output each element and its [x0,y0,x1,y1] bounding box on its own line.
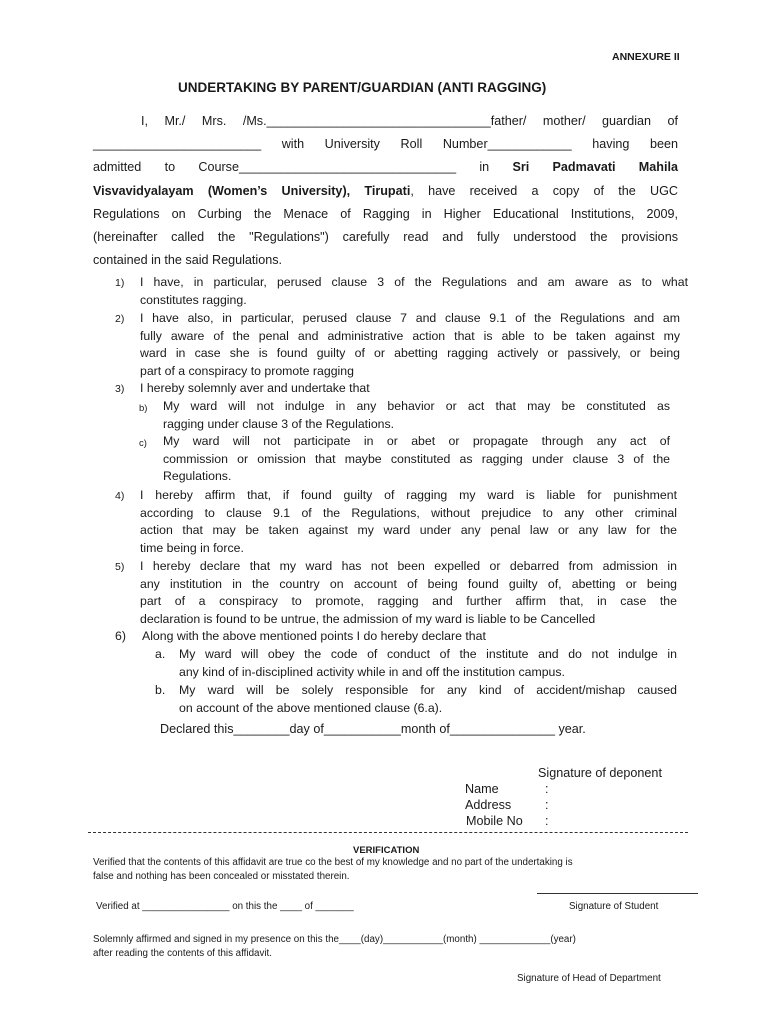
item-number: a. [155,647,166,661]
item-number: b. [155,683,166,697]
name-colon: : [545,782,549,796]
item-text: part of a conspiracy to promote ragging [140,364,354,379]
item-text: Along with the above mentioned points I do hereby declare that [142,629,486,643]
item-text: Regulations. [163,469,232,484]
item-number: 6) [115,629,126,643]
deponent-signature-label: Signature of deponent [538,766,662,780]
mobile-colon: : [545,814,549,828]
verification-title: VERIFICATION [353,845,420,856]
item-text: I have, in particular, perused clause 3 of the Regulations and am aware as to what [140,275,688,289]
intro-line: Regulations on Curbing the Menace of Ragging in Higher Educational Institutions, 2009, [93,206,678,221]
item-text: ragging under clause 3 of the Regulations. [163,416,395,431]
verification-text: false and nothing has been concealed or misstated therein. [93,871,350,882]
annexure-label: ANNEXURE II [612,51,680,63]
item-text: I hereby declare that my ward has not been expelled or debarred from admission in [140,559,677,573]
page-title: UNDERTAKING BY PARENT/GUARDIAN (ANTI RAGGING) [178,80,547,95]
signature-line [537,893,698,894]
item-text: My ward will be solely responsible for any kind of accident/mishap caused [179,683,677,697]
address-label: Address [465,798,512,812]
item-text: action that may be taken against my ward under any penal law or any law for the [140,523,677,538]
intro-paragraph [93,110,678,272]
item-text: any kind of in-disciplined activity while in and off the institution campus. [179,664,565,679]
mobile-label: Mobile No [466,814,523,828]
item-text: any institution in the country on account of being found guilty of, abetting or being [140,576,677,591]
item-number: c) [139,438,147,449]
item-text: ward in case she is found guilty of or abetting ragging actively or passively, or being [140,346,680,361]
verified-at-line: Verified at ________________ on this the ____ of _______ [96,901,354,912]
divider [88,832,688,833]
item-text: My ward will not indulge in any behavior or act that may be constituted as [163,399,670,413]
item-text: I have also, in particular, perused clause 7 and clause 9.1 of the Regulations and am [140,311,680,325]
intro-line: contained in the said Regulations. [93,253,283,268]
hod-signature-label: Signature of Head of Department [517,973,661,984]
item-number: 2) [115,313,125,325]
item-text: according to clause 9.1 of the Regulations, without prejudice to any other criminal [140,505,677,520]
item-number: 1) [115,277,125,289]
university-name: Visvavidyalayam (Women’s University), Tirupati [93,183,411,198]
item-number: 4) [115,490,125,502]
item-number: 5) [115,561,125,573]
address-colon: : [545,798,549,812]
item-text: constitutes ragging. [140,292,247,307]
intro-line: ________________________ with University Roll Number____________ having been [93,137,678,152]
intro-text: admitted to Course_______________________________ in [93,160,490,175]
item-text: My ward will not participate in or abet or propagate through any act of [163,434,670,448]
item-text: on account of the above mentioned clause (6.a). [179,700,443,715]
item-text: declaration is found to be untrue, the admission of my ward is liable to be Cancelled [140,612,596,627]
affirmation-text: after reading the contents of this affidavit. [93,948,272,959]
item-text: part of a conspiracy to promote, ragging and further affirm that, in case the [140,594,677,609]
student-signature-label: Signature of Student [569,901,659,912]
intro-line [93,180,678,203]
intro-line: (hereinafter called the "Regulations") carefully read and fully understood the provisions [93,229,678,244]
intro-text: , have received a copy of the UGC [410,183,678,198]
university-name: Sri Padmavati Mahila [512,160,678,175]
item-number: b) [139,403,148,414]
item-text: time being in force. [140,541,244,556]
verification-text: Verified that the contents of this affidavit are true co the best of my knowledge and no part of the undertaking is [93,857,573,868]
item-number: 3) [115,383,125,395]
intro-line: I, Mr./ Mrs. /Ms.________________________________father/ mother/ guardian of [141,114,678,128]
intro-line [93,156,678,179]
name-label: Name [465,782,499,796]
item-text: My ward will obey the code of conduct of the institute and do not indulge in [179,647,677,661]
item-text: I hereby solemnly aver and undertake that [140,381,370,395]
item-text: fully aware of the penal and administrative action that is able to be taken against my [140,328,680,343]
item-text: commission or omission that maybe constituted as ragging under clause 3 of the [163,451,670,466]
declaration-line: Declared this________day of___________month of_______________ year. [160,722,586,736]
affirmation-text: Solemnly affirmed and signed in my presence on this the____(day)___________(month) _____________(year) [93,934,576,945]
item-text: I hereby affirm that, if found guilty of ragging my ward is liable for punishment [140,488,677,502]
